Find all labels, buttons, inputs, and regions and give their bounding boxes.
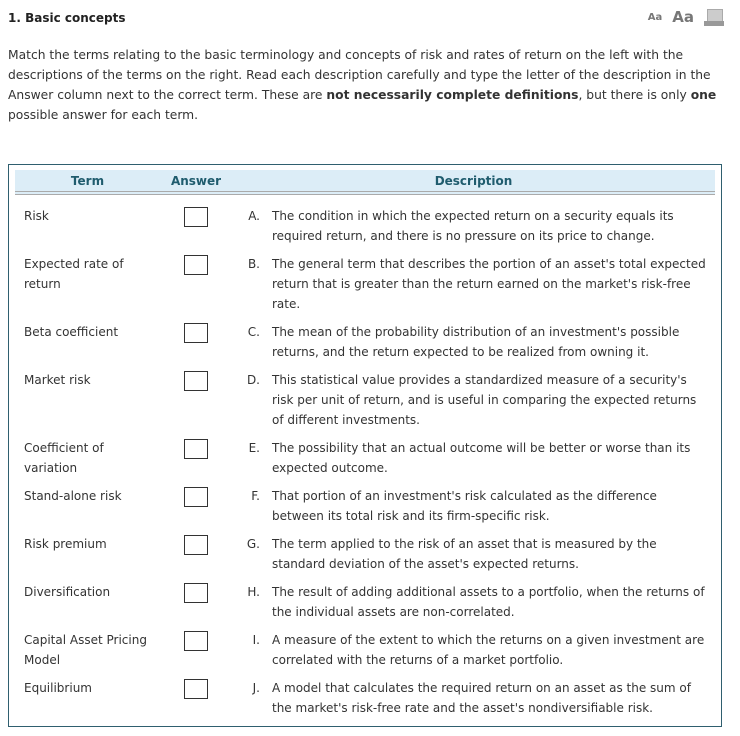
description: The term applied to the risk of an asset that is measured by the standard deviation of the asset's expected returns. [272, 537, 657, 571]
intro-text: possible answer for each term. [8, 108, 199, 122]
description-letter: A. [248, 209, 260, 223]
answer-input[interactable] [184, 439, 208, 459]
term: Coefficient of variation [24, 441, 104, 475]
term: Market risk [24, 373, 91, 387]
matching-table-container [8, 164, 722, 727]
matching-table [15, 170, 715, 726]
term: Diversification [24, 585, 111, 599]
description-letter: C. [247, 325, 260, 339]
description: A measure of the extent to which the returns on a given investment are correlated with the returns of a market portfolio. [272, 633, 705, 667]
description-letter: E. [248, 441, 260, 455]
table-row [15, 254, 715, 322]
intro-text: Match the terms relating to the basic terminology and concepts of risk and rates of return on the left with the descriptions of the terms on the right. Read each description carefully and type the letter of the description in the Answer column next to the correct term. These are [8, 48, 711, 102]
description: A model that calculates the required return on an asset as the sum of the market's risk-free rate and the asset's nondiversifiable risk. [272, 681, 691, 715]
intro-bold: one [690, 88, 717, 102]
description-letter: F. [251, 489, 260, 503]
description: The general term that describes the portion of an asset's total expected return that is greater than the return earned on the market's risk-free rate. [272, 257, 706, 311]
term: Risk premium [24, 537, 107, 551]
description-letter: D. [246, 373, 260, 387]
header-description: Description [232, 170, 715, 195]
term: Expected rate of return [24, 257, 124, 291]
table-row [15, 630, 715, 678]
answer-input[interactable] [184, 323, 208, 343]
answer-input[interactable] [184, 583, 208, 603]
increase-font-button[interactable]: Aa [672, 8, 694, 26]
description: The possibility that an actual outcome will be better or worse than its expected outcome. [272, 441, 691, 475]
answer-input[interactable] [184, 255, 208, 275]
table-row [15, 322, 715, 370]
table-row [15, 370, 715, 438]
answer-input[interactable] [184, 207, 208, 227]
answer-input[interactable] [184, 371, 208, 391]
toolbar [648, 8, 724, 26]
answer-input[interactable] [184, 679, 208, 699]
table-row [15, 582, 715, 630]
intro-text: , but there is only [578, 88, 691, 102]
table-row [15, 534, 715, 582]
term: Capital Asset Pricing Model [24, 633, 147, 667]
table-row [15, 195, 715, 254]
description-letter: J. [252, 681, 260, 695]
header-term: Term [15, 170, 160, 195]
description-letter: G. [246, 537, 260, 551]
description: The condition in which the expected return on a security equals its required return, and there is no pressure on its price to change. [272, 209, 674, 243]
description-letter: H. [247, 585, 260, 599]
instructions [8, 45, 723, 125]
question-title: 1. Basic concepts [8, 11, 126, 25]
term: Risk [24, 209, 49, 223]
description-letter: I. [252, 633, 260, 647]
table-row [15, 678, 715, 726]
answer-input[interactable] [184, 535, 208, 555]
decrease-font-button[interactable]: Aa [647, 11, 663, 23]
description: That portion of an investment's risk calculated as the difference between its total risk and its firm-specific risk. [272, 489, 657, 523]
term: Equilibrium [24, 681, 92, 695]
print-icon[interactable] [704, 8, 724, 26]
table-row [15, 486, 715, 534]
description: The result of adding additional assets to a portfolio, when the returns of the individual assets are non-correlated. [272, 585, 705, 619]
description-letter: B. [247, 257, 260, 271]
description: The mean of the probability distribution of an investment's possible returns, and the return expected to be realized from owning it. [272, 325, 680, 359]
header-answer: Answer [160, 170, 232, 195]
term: Beta coefficient [24, 325, 119, 339]
table-row [15, 438, 715, 486]
term: Stand-alone risk [24, 489, 122, 503]
description: This statistical value provides a standardized measure of a security's risk per unit of return, and is useful in comparing the expected returns of different investments. [272, 373, 697, 427]
answer-input[interactable] [184, 487, 208, 507]
answer-input[interactable] [184, 631, 208, 651]
intro-bold: not necessarily complete definitions [326, 88, 579, 102]
